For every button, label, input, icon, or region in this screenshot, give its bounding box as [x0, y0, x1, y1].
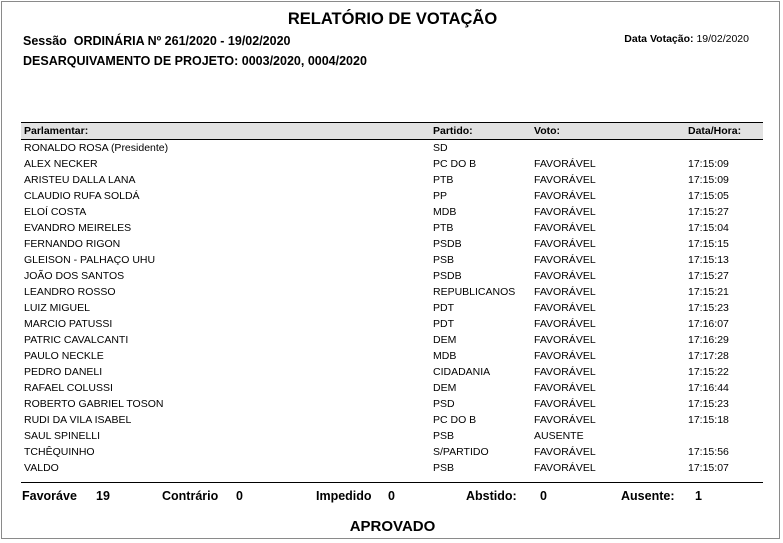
voto-cell: FAVORÁVEL: [534, 190, 596, 202]
table-row: [21, 348, 763, 364]
data-hora-cell: 17:15:04: [688, 222, 729, 234]
table-row: [21, 364, 763, 380]
voting-report-page: [1, 1, 780, 539]
partido-cell: MDB: [433, 350, 457, 362]
data-hora-cell: 17:15:07: [688, 462, 729, 474]
data-hora-cell: 17:16:07: [688, 318, 729, 330]
data-hora-cell: 17:15:13: [688, 254, 729, 266]
table-row: [21, 428, 763, 444]
voto-cell: FAVORÁVEL: [534, 446, 596, 458]
data-hora-cell: 17:15:56: [688, 446, 729, 458]
data-hora-cell: 17:15:09: [688, 158, 729, 170]
table-row: [21, 172, 763, 188]
table-body: [21, 140, 763, 476]
data-hora-cell: 17:16:44: [688, 382, 729, 394]
votes-table: [21, 122, 763, 476]
data-hora-cell: 17:15:09: [688, 174, 729, 186]
table-row: [21, 268, 763, 284]
voto-cell: FAVORÁVEL: [534, 222, 596, 234]
partido-cell: PTB: [433, 174, 454, 186]
partido-cell: CIDADANIA: [433, 366, 491, 378]
data-hora-cell: 17:16:29: [688, 334, 729, 346]
partido-cell: PC DO B: [433, 414, 477, 426]
voto-cell: FAVORÁVEL: [534, 206, 596, 218]
vote-summary: [2, 489, 783, 505]
summary-abstido-value: 0: [540, 489, 547, 503]
partido-cell: SD: [433, 142, 448, 154]
voto-cell: FAVORÁVEL: [534, 462, 596, 474]
parlamentar-cell: VALDO: [24, 462, 59, 474]
data-hora-cell: 17:15:22: [688, 366, 729, 378]
partido-cell: PTB: [433, 222, 454, 234]
data-hora-cell: 17:15:18: [688, 414, 729, 426]
parlamentar-cell: PAULO NECKLE: [24, 350, 104, 362]
parlamentar-cell: MARCIO PATUSSI: [24, 318, 113, 330]
parlamentar-cell: EVANDRO MEIRELES: [24, 222, 132, 234]
voto-cell: FAVORÁVEL: [534, 350, 596, 362]
partido-cell: PSDB: [433, 270, 462, 282]
parlamentar-cell: CLAUDIO RUFA SOLDÁ: [24, 190, 140, 202]
vote-date-value: 19/02/2020: [696, 33, 749, 45]
voto-cell: FAVORÁVEL: [534, 174, 596, 186]
summary-abstido-label: Abstido:: [466, 489, 517, 503]
parlamentar-cell: RONALDO ROSA (Presidente): [24, 142, 169, 154]
summary-favoravel-label: Favoráve: [22, 489, 77, 503]
summary-impedido-label: Impedido: [316, 489, 372, 503]
table-row: [21, 220, 763, 236]
header-partido: Partido:: [433, 125, 473, 137]
data-hora-cell: 17:15:27: [688, 270, 729, 282]
table-row: [21, 396, 763, 412]
vote-date-label: Data Votação:: [624, 33, 694, 45]
summary-divider: [21, 482, 763, 483]
voto-cell: FAVORÁVEL: [534, 398, 596, 410]
partido-cell: PDT: [433, 318, 454, 330]
voto-cell: FAVORÁVEL: [534, 238, 596, 250]
parlamentar-cell: SAUL SPINELLI: [24, 430, 101, 442]
summary-impedido-value: 0: [388, 489, 395, 503]
session-label: Sessão: [23, 34, 67, 48]
parlamentar-cell: RUDI DA VILA ISABEL: [24, 414, 132, 426]
table-row: [21, 380, 763, 396]
voto-cell: AUSENTE: [534, 430, 584, 442]
parlamentar-cell: ARISTEU DALLA LANA: [24, 174, 136, 186]
partido-cell: PSB: [433, 254, 455, 266]
parlamentar-cell: TCHÊQUINHO: [24, 446, 95, 458]
summary-ausente-value: 1: [695, 489, 702, 503]
table-row: [21, 460, 763, 476]
summary-favoravel-value: 19: [96, 489, 110, 503]
data-hora-cell: 17:15:15: [688, 238, 729, 250]
voto-cell: FAVORÁVEL: [534, 366, 596, 378]
vote-result: APROVADO: [349, 518, 436, 535]
session-value: ORDINÁRIA Nº 261/2020 - 19/02/2020: [73, 34, 291, 48]
parlamentar-cell: PATRIC CAVALCANTI: [24, 334, 129, 346]
table-row: [21, 316, 763, 332]
header-data-hora: Data/Hora:: [688, 125, 742, 137]
data-hora-cell: 17:15:23: [688, 302, 729, 314]
data-hora-cell: 17:15:23: [688, 398, 729, 410]
voto-cell: FAVORÁVEL: [534, 302, 596, 314]
table-row: [21, 412, 763, 428]
parlamentar-cell: ELOÍ COSTA: [24, 206, 87, 218]
summary-contrario-label: Contrário: [162, 489, 219, 503]
header-parlamentar: Parlamentar:: [24, 125, 89, 137]
table-row: [21, 444, 763, 460]
header-voto: Voto:: [534, 125, 561, 137]
partido-cell: DEM: [433, 382, 457, 394]
parlamentar-cell: GLEISON - PALHAÇO UHU: [24, 254, 156, 266]
partido-cell: PSD: [433, 398, 455, 410]
report-title: RELATÓRIO DE VOTAÇÃO: [287, 10, 498, 28]
table-header: [21, 122, 763, 140]
partido-cell: PDT: [433, 302, 454, 314]
voto-cell: FAVORÁVEL: [534, 254, 596, 266]
table-row: [21, 332, 763, 348]
table-row: [21, 204, 763, 220]
voto-cell: FAVORÁVEL: [534, 318, 596, 330]
report-subject: DESARQUIVAMENTO DE PROJETO: 0003/2020, 0004/2020: [23, 54, 367, 68]
table-row: [21, 156, 763, 172]
partido-cell: PSB: [433, 430, 455, 442]
parlamentar-cell: LUIZ MIGUEL: [24, 302, 90, 314]
partido-cell: PP: [433, 190, 448, 202]
parlamentar-cell: LEANDRO ROSSO: [24, 286, 116, 298]
partido-cell: PSB: [433, 462, 455, 474]
session-info: [23, 34, 291, 48]
parlamentar-cell: ALEX NECKER: [24, 158, 98, 170]
parlamentar-cell: ROBERTO GABRIEL TOSON: [24, 398, 164, 410]
voto-cell: FAVORÁVEL: [534, 286, 596, 298]
partido-cell: PC DO B: [433, 158, 477, 170]
partido-cell: PSDB: [433, 238, 462, 250]
table-row: [21, 284, 763, 300]
table-row: [21, 300, 763, 316]
vote-date: [624, 33, 749, 45]
parlamentar-cell: PEDRO DANELI: [24, 366, 103, 378]
voto-cell: FAVORÁVEL: [534, 158, 596, 170]
data-hora-cell: 17:17:28: [688, 350, 729, 362]
partido-cell: S/PARTIDO: [433, 446, 489, 458]
table-row: [21, 252, 763, 268]
partido-cell: DEM: [433, 334, 457, 346]
parlamentar-cell: JOÃO DOS SANTOS: [24, 270, 125, 282]
voto-cell: FAVORÁVEL: [534, 414, 596, 426]
partido-cell: REPUBLICANOS: [433, 286, 516, 298]
data-hora-cell: 17:15:27: [688, 206, 729, 218]
partido-cell: MDB: [433, 206, 457, 218]
parlamentar-cell: RAFAEL COLUSSI: [24, 382, 113, 394]
summary-contrario-value: 0: [236, 489, 243, 503]
summary-ausente-label: Ausente:: [621, 489, 675, 503]
table-row: [21, 140, 763, 156]
voto-cell: FAVORÁVEL: [534, 382, 596, 394]
parlamentar-cell: FERNANDO RIGON: [24, 238, 121, 250]
voto-cell: FAVORÁVEL: [534, 334, 596, 346]
data-hora-cell: 17:15:21: [688, 286, 729, 298]
voto-cell: FAVORÁVEL: [534, 270, 596, 282]
table-row: [21, 188, 763, 204]
table-row: [21, 236, 763, 252]
data-hora-cell: 17:15:05: [688, 190, 729, 202]
